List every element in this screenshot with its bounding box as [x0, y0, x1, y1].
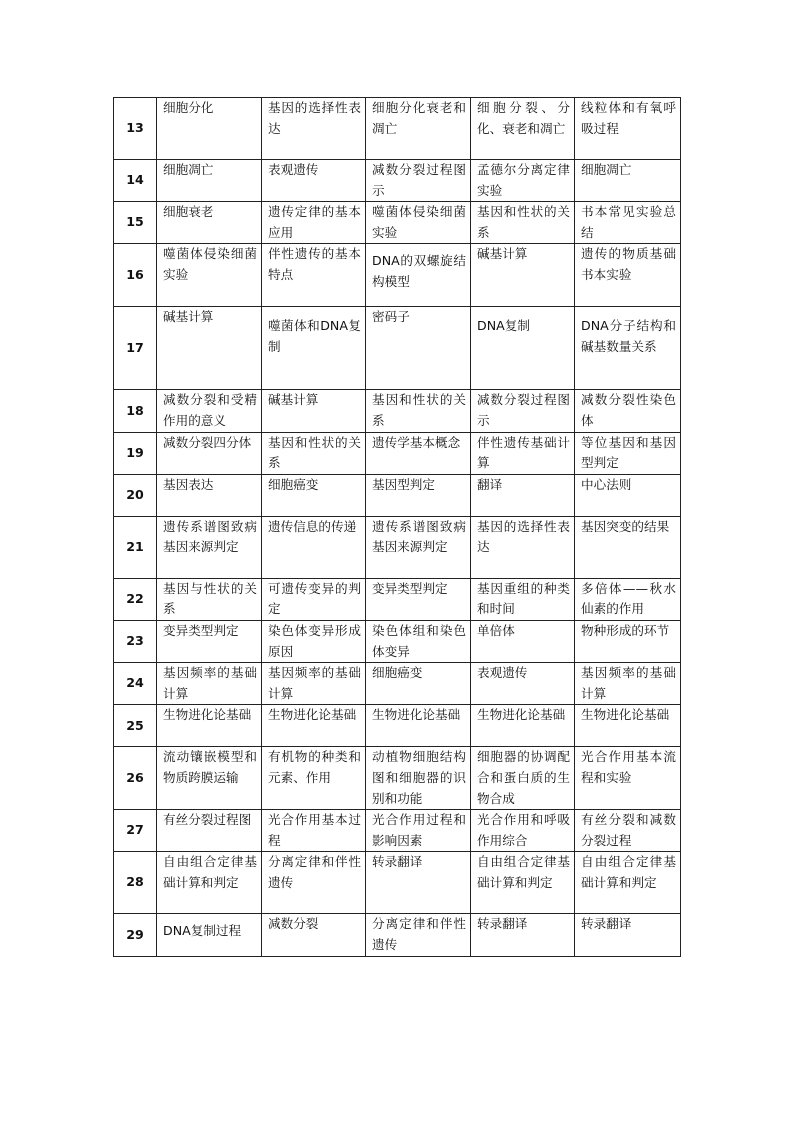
- table-cell: 基因突变的结果: [575, 516, 681, 578]
- table-cell: 生物进化论基础: [262, 705, 366, 747]
- table-cell: 动植物细胞结构图和细胞器的识别和功能: [366, 747, 471, 810]
- topic-table: [113, 97, 681, 957]
- table-cell: 遗传的物质基础书本实验: [575, 244, 681, 307]
- row-number: 18: [114, 390, 157, 432]
- table-cell: DNA复制过程: [157, 914, 262, 957]
- table-cell: 碱基计算: [471, 244, 575, 307]
- table-cell: 细胞分化衰老和凋亡: [366, 98, 471, 160]
- table-row: [114, 914, 681, 957]
- table-cell: 线粒体和有氧呼吸过程: [575, 98, 681, 160]
- table-row: [114, 98, 681, 160]
- table-cell: 染色体变异形成原因: [262, 620, 366, 662]
- table-cell: 减数分裂和受精作用的意义: [157, 390, 262, 432]
- table-row: [114, 578, 681, 620]
- row-number: 21: [114, 516, 157, 578]
- table-row: [114, 474, 681, 516]
- table-cell: 细胞分化: [157, 98, 262, 160]
- table-cell: 有丝分裂过程图: [157, 810, 262, 852]
- table-cell: 基因和性状的关系: [262, 432, 366, 474]
- table-cell: 生物进化论基础: [366, 705, 471, 747]
- table-cell: 基因的选择性表达: [471, 516, 575, 578]
- table-cell: 减数分裂过程图示: [366, 160, 471, 202]
- table-cell: 细胞凋亡: [157, 160, 262, 202]
- table-cell: 分离定律和伴性遗传: [366, 914, 471, 957]
- table-cell: 减数分裂性染色体: [575, 390, 681, 432]
- table-cell: 碱基计算: [262, 390, 366, 432]
- table-cell: 翻译: [471, 474, 575, 516]
- table-cell: 转录翻译: [366, 852, 471, 914]
- table-cell: 变异类型判定: [157, 620, 262, 662]
- row-number: 15: [114, 202, 157, 244]
- table-cell: DNA的双螺旋结构模型: [366, 244, 471, 307]
- table-cell: 自由组合定律基础计算和判定: [575, 852, 681, 914]
- table-cell: 变异类型判定: [366, 578, 471, 620]
- table-cell: 中心法则: [575, 474, 681, 516]
- table-cell: 基因型判定: [366, 474, 471, 516]
- table-cell: 基因与性状的关系: [157, 578, 262, 620]
- table-cell: 基因频率的基础计算: [262, 663, 366, 705]
- table-row: [114, 810, 681, 852]
- table-cell: 减数分裂过程图示: [471, 390, 575, 432]
- table-row: [114, 620, 681, 662]
- table-cell: DNA复制: [471, 307, 575, 390]
- table-cell: 等位基因和基因型判定: [575, 432, 681, 474]
- row-number: 20: [114, 474, 157, 516]
- table-cell: 表观遗传: [471, 663, 575, 705]
- table-cell: 细胞癌变: [262, 474, 366, 516]
- row-number: 13: [114, 98, 157, 160]
- table-cell: 遗传定律的基本应用: [262, 202, 366, 244]
- table-row: [114, 852, 681, 914]
- table-row: [114, 663, 681, 705]
- table-cell: 生物进化论基础: [575, 705, 681, 747]
- table-cell: 多倍体——秋水仙素的作用: [575, 578, 681, 620]
- table-cell: 有机物的种类和元素、作用: [262, 747, 366, 810]
- row-number: 27: [114, 810, 157, 852]
- table-row: [114, 747, 681, 810]
- table-cell: 伴性遗传基础计算: [471, 432, 575, 474]
- table-cell: 噬菌体侵染细菌实验: [366, 202, 471, 244]
- table-cell: 基因表达: [157, 474, 262, 516]
- row-number: 26: [114, 747, 157, 810]
- row-number: 17: [114, 307, 157, 390]
- table-row: [114, 705, 681, 747]
- table-cell: 基因和性状的关系: [471, 202, 575, 244]
- table-cell: 基因和性状的关系: [366, 390, 471, 432]
- table-cell: 密码子: [366, 307, 471, 390]
- table-cell: 物种形成的环节: [575, 620, 681, 662]
- table-cell: 噬菌体和DNA复制: [262, 307, 366, 390]
- table-row: [114, 516, 681, 578]
- table-cell: 可遗传变异的判定: [262, 578, 366, 620]
- table-cell: 碱基计算: [157, 307, 262, 390]
- table-cell: 孟德尔分离定律实验: [471, 160, 575, 202]
- table-cell: 细胞凋亡: [575, 160, 681, 202]
- table-cell: 细胞器的协调配合和蛋白质的生物合成: [471, 747, 575, 810]
- table-cell: 自由组合定律基础计算和判定: [157, 852, 262, 914]
- table-cell: 染色体组和染色体变异: [366, 620, 471, 662]
- row-number: 19: [114, 432, 157, 474]
- row-number: 23: [114, 620, 157, 662]
- table-cell: 基因频率的基础计算: [157, 663, 262, 705]
- row-number: 28: [114, 852, 157, 914]
- table-cell: 减数分裂: [262, 914, 366, 957]
- row-number: 24: [114, 663, 157, 705]
- table-cell: 细胞衰老: [157, 202, 262, 244]
- table-cell: 分离定律和伴性遗传: [262, 852, 366, 914]
- table-row: [114, 160, 681, 202]
- table-row: [114, 307, 681, 390]
- table-cell: 光合作用基本流程和实验: [575, 747, 681, 810]
- table-row: [114, 244, 681, 307]
- table-cell: 遗传学基本概念: [366, 432, 471, 474]
- table-cell: 减数分裂四分体: [157, 432, 262, 474]
- table-cell: 单倍体: [471, 620, 575, 662]
- table-cell: 遗传系谱图致病基因来源判定: [157, 516, 262, 578]
- table-cell: 细胞癌变: [366, 663, 471, 705]
- row-number: 14: [114, 160, 157, 202]
- table-row: [114, 432, 681, 474]
- row-number: 25: [114, 705, 157, 747]
- table-cell: 生物进化论基础: [471, 705, 575, 747]
- table-cell: 自由组合定律基础计算和判定: [471, 852, 575, 914]
- table-cell: 转录翻译: [471, 914, 575, 957]
- table-cell: 噬菌体侵染细菌实验: [157, 244, 262, 307]
- table-cell: 光合作用基本过程: [262, 810, 366, 852]
- table-cell: 有丝分裂和减数分裂过程: [575, 810, 681, 852]
- table-cell: 基因重组的种类和时间: [471, 578, 575, 620]
- table-cell: 流动镶嵌模型和物质跨膜运输: [157, 747, 262, 810]
- row-number: 22: [114, 578, 157, 620]
- table-cell: 伴性遗传的基本特点: [262, 244, 366, 307]
- table-cell: 细胞分裂、分化、衰老和凋亡: [471, 98, 575, 160]
- table-cell: 光合作用过程和影响因素: [366, 810, 471, 852]
- table-cell: DNA分子结构和碱基数量关系: [575, 307, 681, 390]
- table-cell: 光合作用和呼吸作用综合: [471, 810, 575, 852]
- row-number: 29: [114, 914, 157, 957]
- table-row: [114, 202, 681, 244]
- table-cell: 转录翻译: [575, 914, 681, 957]
- table-cell: 遗传系谱图致病基因来源判定: [366, 516, 471, 578]
- table-cell: 遗传信息的传递: [262, 516, 366, 578]
- table-cell: 生物进化论基础: [157, 705, 262, 747]
- table-cell: 表观遗传: [262, 160, 366, 202]
- table-cell: 基因频率的基础计算: [575, 663, 681, 705]
- table-row: [114, 390, 681, 432]
- table-cell: 书本常见实验总结: [575, 202, 681, 244]
- table-cell: 基因的选择性表达: [262, 98, 366, 160]
- row-number: 16: [114, 244, 157, 307]
